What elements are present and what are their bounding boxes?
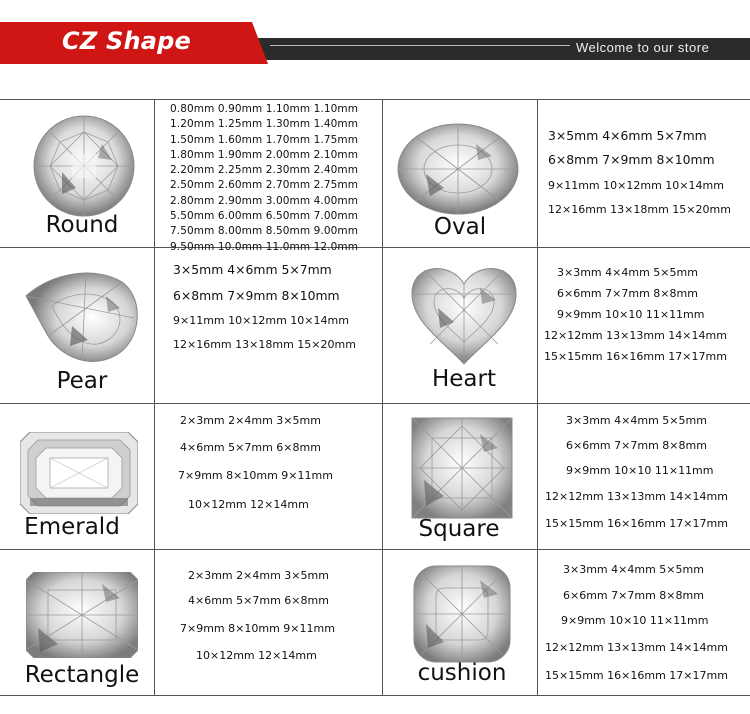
shape-label-emerald: Emerald bbox=[24, 514, 120, 540]
size-row: 10×12mm 12×14mm bbox=[188, 498, 309, 511]
heart-gem-image bbox=[408, 260, 520, 366]
oval-sizes-list bbox=[548, 128, 731, 216]
shape-label-round: Round bbox=[45, 212, 119, 238]
size-row: 2.50mm 2.60mm 2.70mm 2.75mm bbox=[170, 179, 359, 192]
size-row: 7×9mm 8×10mm 9×11mm bbox=[180, 622, 335, 635]
cushion-gem-image bbox=[412, 564, 512, 664]
size-row: 9×9mm 10×10 11×11mm bbox=[557, 308, 705, 321]
size-row: 10×12mm 12×14mm bbox=[196, 649, 317, 662]
size-row: 15×15mm 16×16mm 17×17mm bbox=[545, 517, 728, 530]
table-row-divider bbox=[0, 403, 750, 404]
shape-label-rectangle: Rectangle bbox=[24, 662, 140, 688]
size-row: 5.50mm 6.00mm 6.50mm 7.00mm bbox=[170, 210, 359, 223]
size-row: 7.50mm 8.00mm 8.50mm 9.00mm bbox=[170, 225, 359, 238]
size-row: 6×6mm 7×7mm 8×8mm bbox=[566, 439, 707, 452]
size-row: 12×12mm 13×13mm 14×14mm bbox=[545, 490, 728, 503]
size-row: 4×6mm 5×7mm 6×8mm bbox=[180, 441, 321, 454]
oval-gem-image bbox=[396, 122, 520, 216]
pear-gem-image bbox=[22, 266, 140, 364]
table-col-divider bbox=[382, 99, 383, 696]
size-row: 6×8mm 7×9mm 8×10mm bbox=[173, 288, 340, 303]
round-sizes-list bbox=[170, 102, 358, 255]
size-row: 3×3mm 4×4mm 5×5mm bbox=[557, 266, 698, 279]
rectangle-sizes-list bbox=[180, 569, 335, 662]
table-row-divider bbox=[0, 247, 750, 248]
square-gem-image bbox=[410, 416, 514, 520]
shape-label-cushion: cushion bbox=[417, 660, 507, 686]
size-row: 2×3mm 2×4mm 3×5mm bbox=[180, 414, 321, 427]
pear-sizes-list bbox=[173, 262, 356, 351]
size-row: 3×5mm 4×6mm 5×7mm bbox=[548, 128, 707, 143]
banner-divider-line bbox=[270, 45, 570, 46]
size-row: 3×3mm 4×4mm 5×5mm bbox=[563, 563, 704, 576]
heart-sizes-list bbox=[544, 266, 727, 363]
size-row: 12×16mm 13×18mm 15×20mm bbox=[548, 203, 731, 216]
size-row: 9×9mm 10×10 11×11mm bbox=[566, 464, 714, 477]
size-row: 2.80mm 2.90mm 3.00mm 4.00mm bbox=[170, 194, 359, 207]
table-col-divider bbox=[154, 99, 155, 696]
size-row: 1.80mm 1.90mm 2.00mm 2.10mm bbox=[170, 148, 359, 161]
emerald-sizes-list bbox=[180, 414, 333, 511]
welcome-text: Welcome to our store bbox=[576, 40, 710, 55]
size-row: 6×8mm 7×9mm 8×10mm bbox=[548, 152, 715, 167]
shape-label-oval: Oval bbox=[433, 214, 487, 240]
size-row: 9.50mm 10.0mm 11.0mm 12.0mm bbox=[170, 240, 359, 253]
size-row: 1.50mm 1.60mm 1.70mm 1.75mm bbox=[170, 133, 359, 146]
size-row: 9×9mm 10×10 11×11mm bbox=[561, 614, 709, 627]
size-row: 4×6mm 5×7mm 6×8mm bbox=[188, 594, 329, 607]
size-row: 7×9mm 8×10mm 9×11mm bbox=[178, 469, 333, 482]
size-row: 12×16mm 13×18mm 15×20mm bbox=[173, 338, 356, 351]
size-row: 6×6mm 7×7mm 8×8mm bbox=[563, 589, 704, 602]
shape-label-pear: Pear bbox=[56, 368, 108, 394]
size-row: 12×12mm 13×13mm 14×14mm bbox=[544, 329, 727, 342]
size-row: 6×6mm 7×7mm 8×8mm bbox=[557, 287, 698, 300]
size-row: 3×5mm 4×6mm 5×7mm bbox=[173, 262, 332, 277]
table-border-top bbox=[0, 99, 750, 100]
rectangle-gem-image bbox=[26, 572, 138, 658]
round-gem-image bbox=[32, 114, 136, 218]
size-row: 9×11mm 10×12mm 10×14mm bbox=[548, 179, 724, 192]
size-row: 1.20mm 1.25mm 1.30mm 1.40mm bbox=[170, 118, 359, 131]
shape-label-square: Square bbox=[418, 516, 500, 542]
square-sizes-list bbox=[545, 414, 728, 530]
table-col-divider bbox=[537, 99, 538, 696]
size-row: 12×12mm 13×13mm 14×14mm bbox=[545, 641, 728, 654]
size-row: 0.80mm 0.90mm 1.10mm 1.10mm bbox=[170, 103, 359, 115]
size-row: 2×3mm 2×4mm 3×5mm bbox=[188, 569, 329, 582]
table-border-bottom bbox=[0, 695, 750, 696]
page-title: CZ Shape bbox=[62, 27, 191, 55]
size-row: 3×3mm 4×4mm 5×5mm bbox=[566, 414, 707, 427]
size-row: 2.20mm 2.25mm 2.30mm 2.40mm bbox=[170, 164, 359, 177]
table-row-divider bbox=[0, 549, 750, 550]
emerald-gem-image bbox=[20, 432, 138, 514]
size-row: 15×15mm 16×16mm 17×17mm bbox=[545, 669, 728, 682]
size-row: 9×11mm 10×12mm 10×14mm bbox=[173, 314, 349, 327]
cushion-sizes-list bbox=[545, 563, 728, 682]
header-banner bbox=[0, 0, 750, 90]
size-row: 15×15mm 16×16mm 17×17mm bbox=[544, 350, 727, 363]
shape-label-heart: Heart bbox=[431, 366, 496, 392]
